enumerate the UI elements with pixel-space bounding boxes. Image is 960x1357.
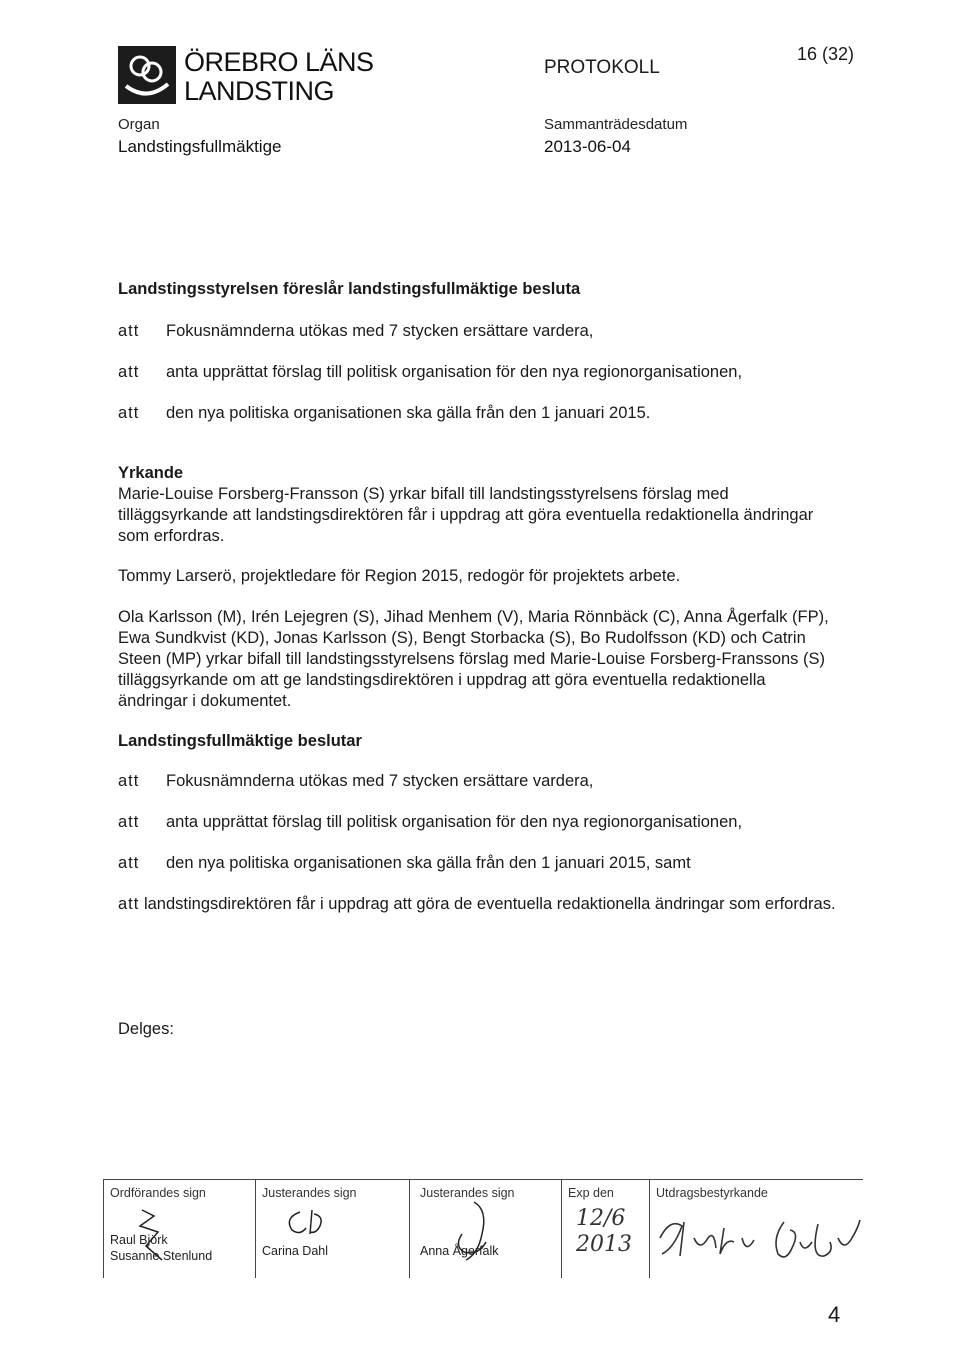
page-number: 16 (32) bbox=[797, 44, 855, 64]
att-prefix: att bbox=[118, 772, 140, 790]
document-type: PROTOKOLL bbox=[544, 57, 660, 78]
organ-label: Organ bbox=[118, 116, 160, 133]
adjuster1-signature-scribble bbox=[280, 1204, 340, 1240]
exp-date-label: Exp den bbox=[568, 1186, 614, 1200]
chair-name-substitute: Susanne Stenlund bbox=[110, 1249, 213, 1263]
distribution-label: Delges: bbox=[118, 1020, 174, 1038]
adjuster1-name: Carina Dahl bbox=[262, 1244, 329, 1258]
county-logo-icon bbox=[118, 46, 176, 104]
organ-value: Landstingsfullmäktige bbox=[118, 137, 282, 156]
decision-item-text: landstingsdirektören får i uppdrag att göra de eventuella redaktionella ändringar som erfordras. bbox=[143, 895, 836, 913]
decision-item bbox=[118, 771, 838, 792]
decision-item-text: den nya politiska organisationen ska gälla från den 1 januari 2015, samt bbox=[166, 854, 691, 872]
proposal-heading: Landstingsstyrelsen föreslår landstingsfullmäktige besluta bbox=[118, 280, 581, 298]
proposal-item-text: anta upprättat förslag till politisk organisation för den nya regionorganisationen, bbox=[166, 363, 743, 381]
decision-item bbox=[118, 812, 838, 833]
extract-certification-cell bbox=[649, 1180, 864, 1278]
chair-signature-cell bbox=[103, 1180, 256, 1278]
motion-heading: Yrkande bbox=[118, 464, 184, 482]
att-prefix: att bbox=[118, 322, 140, 340]
proposal-item bbox=[118, 403, 838, 424]
att-prefix: att bbox=[118, 404, 140, 422]
proposal-item bbox=[118, 321, 838, 342]
extract-certification-signature-scribble bbox=[654, 1208, 864, 1268]
motion-paragraph: Tommy Larserö, projektledare för Region 2015, redogör för projektets arbete. bbox=[118, 567, 681, 585]
chair-sign-label: Ordförandes sign bbox=[110, 1186, 206, 1200]
county-name-line1: ÖREBRO LÄNS bbox=[184, 47, 374, 77]
footer-page-number: 4 bbox=[828, 1302, 841, 1327]
motion-section bbox=[118, 463, 838, 547]
decision-item-text: Fokusnämnderna utökas med 7 stycken ersättare vardera, bbox=[166, 772, 594, 790]
county-name-line2: LANDSTING bbox=[184, 76, 335, 106]
adjuster2-signature-cell bbox=[409, 1180, 562, 1278]
proposal-item-text: Fokusnämnderna utökas med 7 stycken ersättare vardera, bbox=[166, 322, 594, 340]
att-prefix: att bbox=[118, 813, 140, 831]
decision-item bbox=[118, 853, 838, 874]
signature-table bbox=[103, 1179, 863, 1278]
att-prefix: att bbox=[118, 854, 140, 872]
motion-paragraph: Marie-Louise Forsberg-Fransson (S) yrkar bifall till landstingsstyrelsens förslag med tilläggsyrkande att landstingsdirektören får i uppdrag att göra eventuella redaktionella ändringar som erfordras. bbox=[118, 485, 814, 545]
chair-name: Raul Björk bbox=[110, 1233, 168, 1247]
decision-item-text: anta upprättat förslag till politisk organisation för den nya regionorganisationen, bbox=[166, 813, 743, 831]
adjuster1-sign-label: Justerandes sign bbox=[262, 1186, 357, 1200]
exp-date-handwritten: 12/6 2013 bbox=[576, 1206, 632, 1257]
proposal-item bbox=[118, 362, 838, 383]
motion-paragraph: Ola Karlsson (M), Irén Lejegren (S), Jihad Menhem (V), Maria Rönnbäck (C), Anna Ågerfalk (FP), Ewa Sundkvist (KD), Jonas Karlsson (S), Bengt Storbacka (S), Bo Rudolfsson (KD) och Catrin Steen (MP) yrkar bifall till landstingsstyrelsens förslag med Marie-Louise Forsberg-Franssons (S) tilläggsyrkande om att ge landstingsdirektören i uppdrag att göra eventuella redaktionella ändringar i dokumentet. bbox=[118, 608, 829, 710]
extract-certification-label: Utdragsbestyrkande bbox=[656, 1186, 768, 1200]
att-prefix: att bbox=[118, 895, 140, 913]
decision-heading: Landstingsfullmäktige beslutar bbox=[118, 732, 362, 750]
adjuster2-name: Anna Ågerfalk bbox=[420, 1244, 499, 1258]
proposal-item-text: den nya politiska organisationen ska gälla från den 1 januari 2015. bbox=[166, 404, 651, 422]
att-prefix: att bbox=[118, 363, 140, 381]
county-name bbox=[184, 48, 374, 106]
exp-date-cell bbox=[561, 1180, 650, 1278]
meeting-date-label: Sammanträdesdatum bbox=[544, 116, 688, 133]
adjuster2-sign-label: Justerandes sign bbox=[420, 1186, 515, 1200]
adjuster1-signature-cell bbox=[255, 1180, 410, 1278]
meeting-date-value: 2013-06-04 bbox=[544, 137, 631, 156]
decision-item bbox=[118, 894, 838, 915]
